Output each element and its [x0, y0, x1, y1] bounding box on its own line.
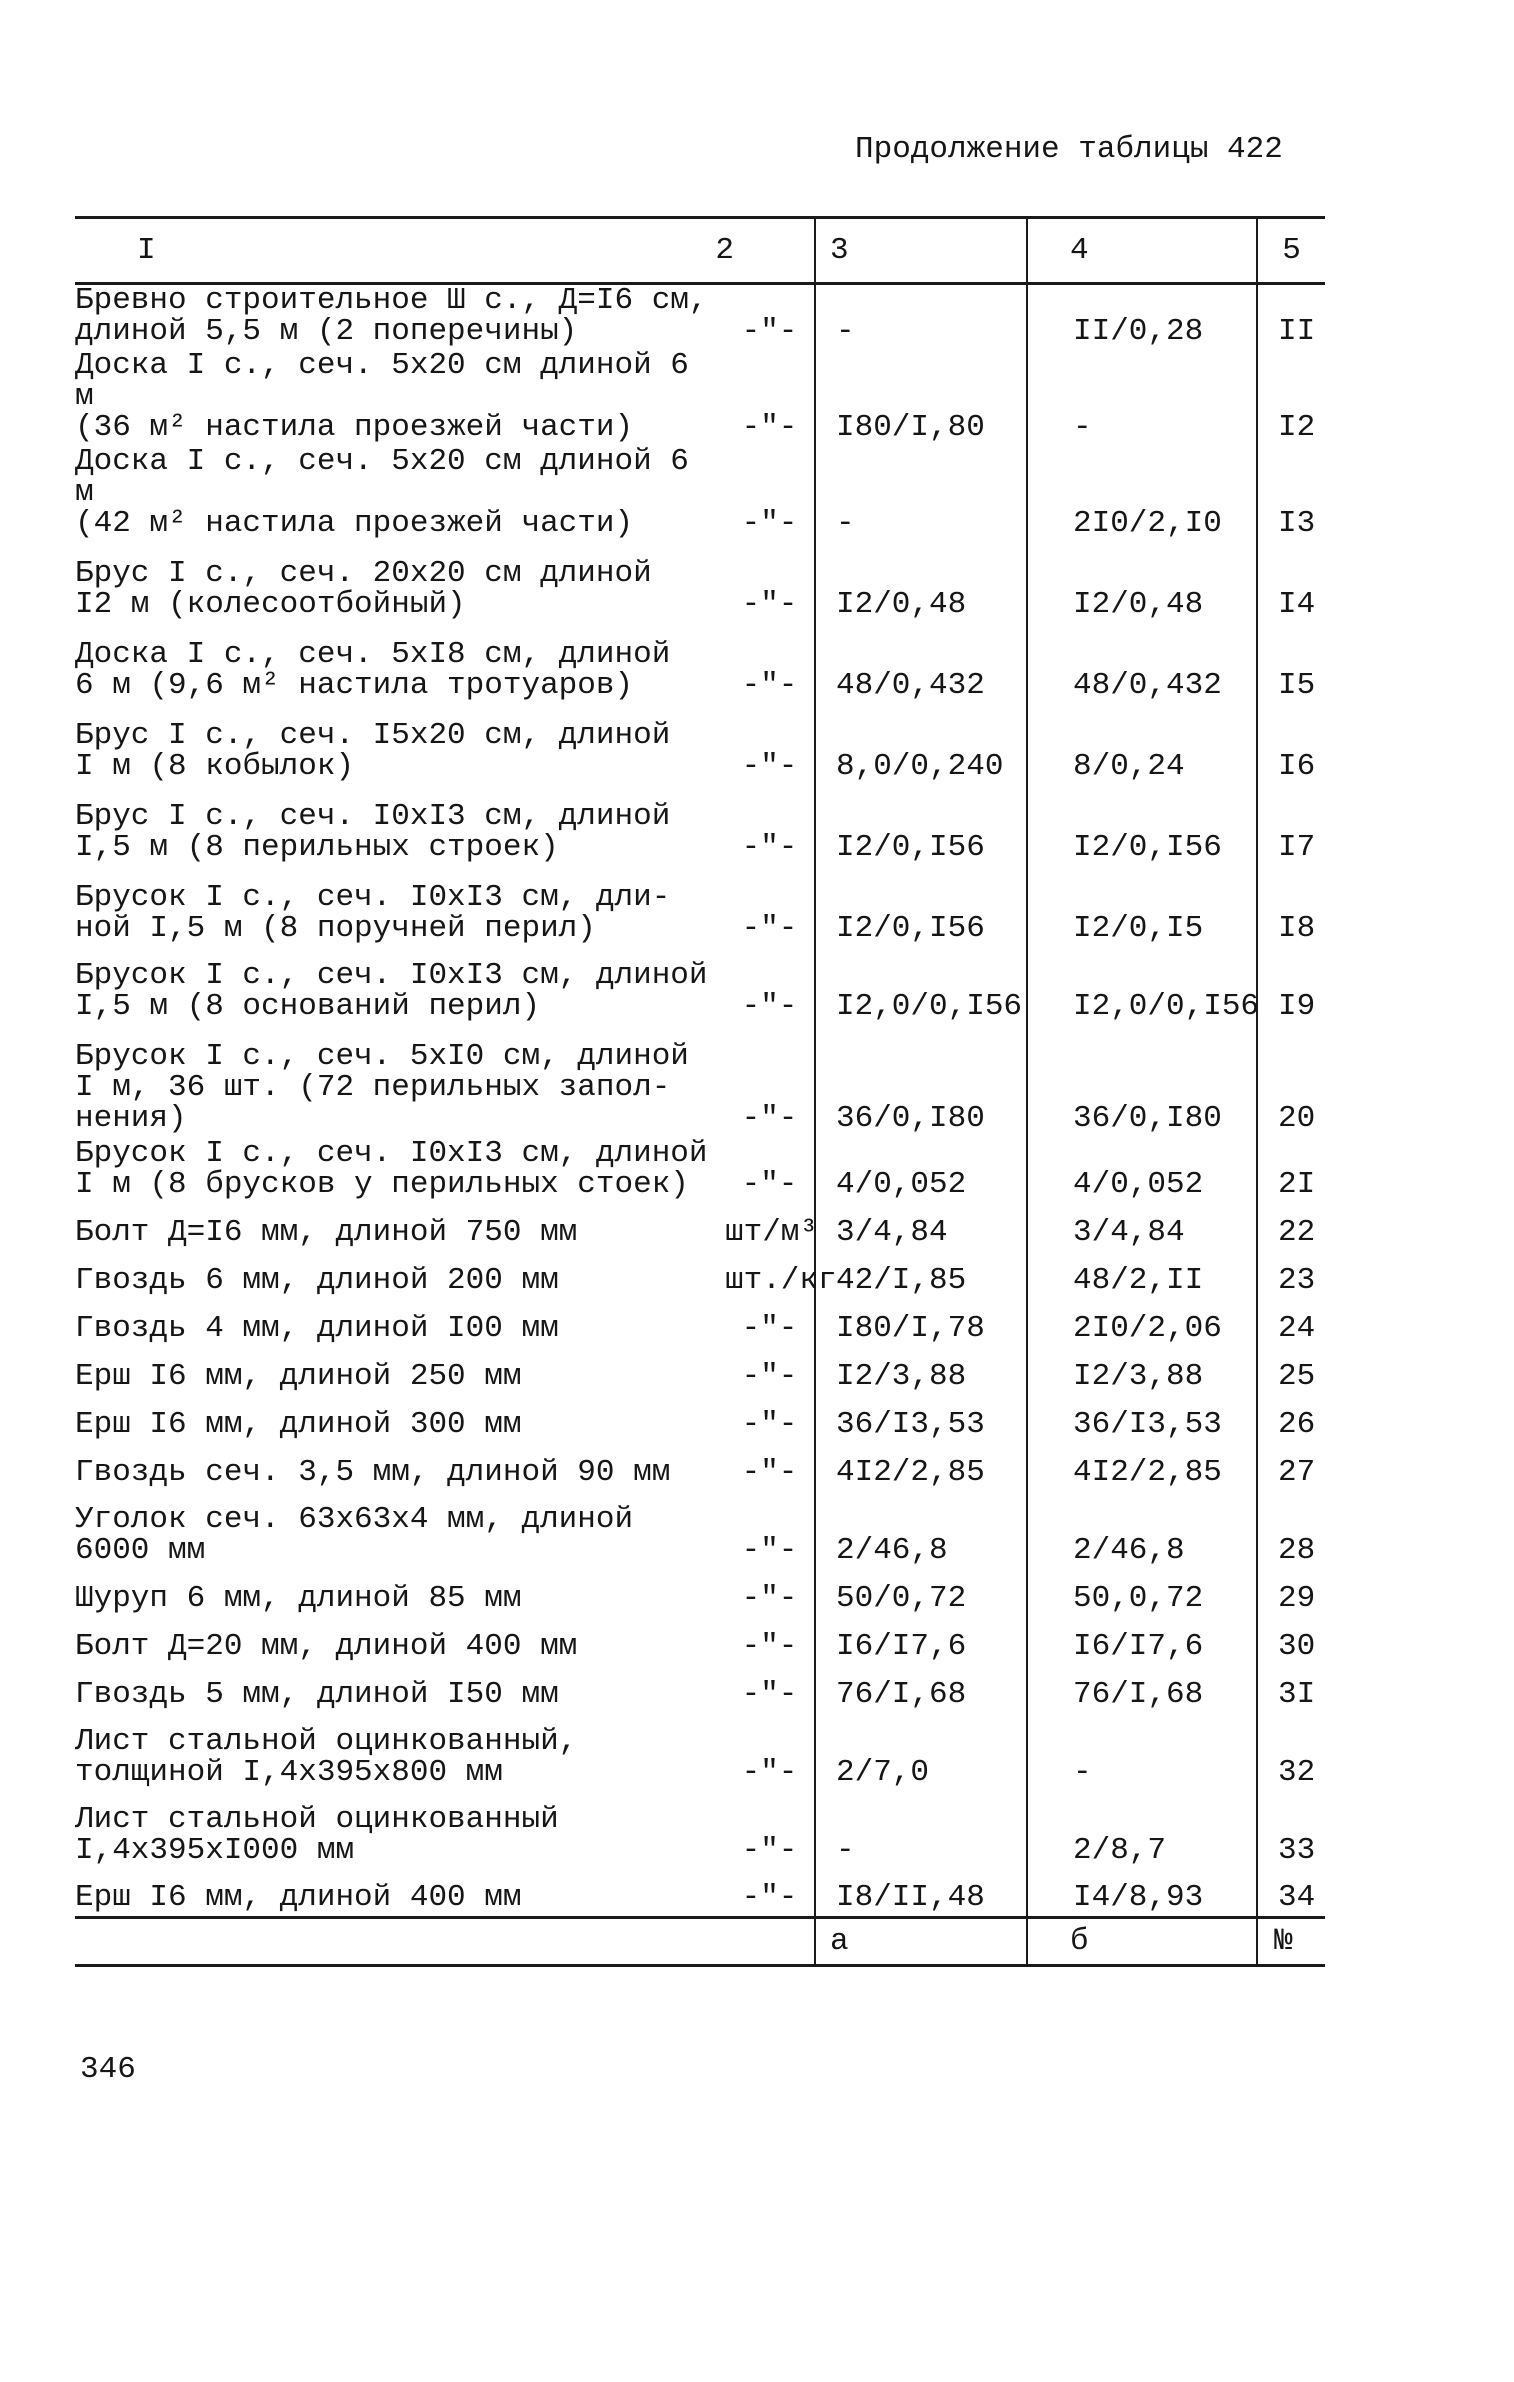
unit-cell: -"- — [741, 314, 798, 349]
unit-cell: -"- — [741, 1677, 798, 1712]
item-name-cell: Брус I с., сеч. 20х20 см длиной I2 м (колесоотбойный) — [75, 556, 652, 622]
col3-value-cell: I2,0/0,I56 — [815, 947, 1027, 1025]
col3-value-cell: 50/0,72 — [815, 1569, 1027, 1617]
header-col-2: 2 — [715, 233, 734, 268]
table-header-row — [75, 218, 1325, 284]
item-name-cell: Брус I с., сеч. I0хI3 см, длиной I,5 м (8 перильных строек) — [75, 799, 671, 865]
col3-value-cell: 36/I3,53 — [815, 1395, 1027, 1443]
header-col-3: 3 — [815, 218, 1027, 284]
item-name-cell: Болт Д=20 мм, длиной 400 мм — [75, 1629, 578, 1664]
item-name-cell: Брусок I с., сеч. I0хI3 см, длиной I,5 м (8 оснований перил) — [75, 958, 708, 1024]
col4-value-cell: 4I2/2,85 — [1027, 1443, 1257, 1491]
row-number-cell: I8 — [1257, 866, 1325, 947]
row-number-cell: 30 — [1257, 1617, 1325, 1665]
col3-value-cell: 3/4,84 — [815, 1203, 1027, 1251]
item-name-cell: Ерш I6 мм, длиной 250 мм — [75, 1359, 522, 1394]
item-name-cell: Гвоздь 4 мм, длиной I00 мм — [75, 1311, 559, 1346]
row-number-cell: I5 — [1257, 623, 1325, 704]
row-number-cell: I2 — [1257, 350, 1325, 446]
row-number-cell: I4 — [1257, 542, 1325, 623]
col4-value-cell: 2/8,7 — [1027, 1791, 1257, 1869]
table-row — [75, 446, 1325, 542]
table-row — [75, 350, 1325, 446]
unit-cell: -"- — [741, 1879, 798, 1915]
item-name-cell: Лист стальной оцинкованный, толщиной I,4х395х800 мм — [75, 1724, 578, 1790]
col3-value-cell: 2/7,0 — [815, 1713, 1027, 1791]
row-number-cell: 25 — [1257, 1347, 1325, 1395]
item-name-cell: Гвоздь 6 мм, длиной 200 мм — [75, 1263, 559, 1298]
col4-value-cell: I2/0,I5 — [1027, 866, 1257, 947]
col4-value-cell: 3/4,84 — [1027, 1203, 1257, 1251]
col4-value-cell: I2/0,I56 — [1027, 785, 1257, 866]
col4-value-cell: I2/3,88 — [1027, 1347, 1257, 1395]
col4-value-cell: - — [1027, 350, 1257, 446]
item-name-cell: Ерш I6 мм, длиной 300 мм — [75, 1407, 522, 1442]
col3-value-cell: I2/3,88 — [815, 1347, 1027, 1395]
col3-value-cell: - — [815, 284, 1027, 351]
row-number-cell: 26 — [1257, 1395, 1325, 1443]
row-number-cell: I3 — [1257, 446, 1325, 542]
row-number-cell: 33 — [1257, 1791, 1325, 1869]
row-number-cell: 20 — [1257, 1025, 1325, 1137]
table-row — [75, 623, 1325, 704]
col4-value-cell: 36/0,I80 — [1027, 1025, 1257, 1137]
item-name-cell: Доска I с., сеч. 5х20 см длиной 6 м (42 м² настила проезжей части) — [75, 444, 689, 541]
row-number-cell: 28 — [1257, 1491, 1325, 1569]
unit-cell: -"- — [741, 830, 798, 865]
unit-cell: -"- — [741, 1833, 798, 1868]
unit-cell: -"- — [741, 587, 798, 622]
unit-cell: -"- — [741, 1533, 798, 1568]
table-row — [75, 1251, 1325, 1299]
col3-value-cell: 42/I,85 — [815, 1251, 1027, 1299]
header-col-1: I — [137, 233, 156, 268]
row-number-cell: I6 — [1257, 704, 1325, 785]
col3-value-cell: 2/46,8 — [815, 1491, 1027, 1569]
row-number-cell: 23 — [1257, 1251, 1325, 1299]
col4-value-cell: 2/46,8 — [1027, 1491, 1257, 1569]
col4-value-cell: I6/I7,6 — [1027, 1617, 1257, 1665]
unit-cell: -"- — [741, 1455, 798, 1490]
col4-value-cell: 48/0,432 — [1027, 623, 1257, 704]
col3-value-cell: 8,0/0,240 — [815, 704, 1027, 785]
item-name-cell: Бревно строительное Ш с., Д=I6 см, длиной 5,5 м (2 поперечины) — [75, 283, 708, 349]
table-row — [75, 1665, 1325, 1713]
header-cell-1-2 — [75, 218, 815, 284]
table-row — [75, 1025, 1325, 1137]
row-number-cell: I9 — [1257, 947, 1325, 1025]
unit-cell: -"- — [741, 506, 798, 541]
footer-col-3: а — [815, 1917, 1027, 1965]
item-name-cell: Брусок I с., сеч. 5хI0 см, длиной I м, 36 шт. (72 перильных запол- нения) — [75, 1039, 689, 1136]
item-name-cell: Доска I с., сеч. 5х20 см длиной 6 м (36 м² настила проезжей части) — [75, 348, 689, 445]
table-row — [75, 947, 1325, 1025]
col4-value-cell: 4/0,052 — [1027, 1137, 1257, 1203]
unit-cell: шт./кг — [725, 1263, 837, 1298]
unit-cell: -"- — [741, 1167, 798, 1202]
table-row — [75, 1791, 1325, 1869]
table-row — [75, 542, 1325, 623]
col3-value-cell: 4/0,052 — [815, 1137, 1027, 1203]
unit-cell: -"- — [741, 1311, 798, 1346]
unit-cell: -"- — [741, 1581, 798, 1616]
table-row — [75, 1443, 1325, 1491]
col4-value-cell: 76/I,68 — [1027, 1665, 1257, 1713]
header-col-5: 5 — [1257, 218, 1325, 284]
footer-blank-cell — [75, 1917, 815, 1965]
table-continuation-heading: Продолжение таблицы 422 — [855, 132, 1283, 167]
table-row — [75, 1569, 1325, 1617]
table-row — [75, 284, 1325, 351]
table-row — [75, 1869, 1325, 1917]
item-name-cell: Лист стальной оцинкованный I,4х395хI000 мм — [75, 1802, 559, 1868]
col3-value-cell: 4I2/2,85 — [815, 1443, 1027, 1491]
col4-value-cell: 50,0,72 — [1027, 1569, 1257, 1617]
row-number-cell: I7 — [1257, 785, 1325, 866]
table-body — [75, 284, 1325, 1918]
col4-value-cell: II/0,28 — [1027, 284, 1257, 351]
table-row — [75, 1137, 1325, 1203]
row-number-cell: 29 — [1257, 1569, 1325, 1617]
item-name-cell: Брусок I с., сеч. I0хI3 см, длиной I м (8 брусков у перильных стоек) — [75, 1136, 708, 1202]
row-number-cell: 3I — [1257, 1665, 1325, 1713]
table-row — [75, 1491, 1325, 1569]
table-row — [75, 1395, 1325, 1443]
unit-cell: шт/м³ — [725, 1215, 819, 1250]
item-name-cell: Ерш I6 мм, длиной 400 мм — [75, 1879, 522, 1915]
unit-cell: -"- — [741, 1101, 798, 1136]
unit-cell: -"- — [741, 749, 798, 784]
col4-value-cell: 48/2,II — [1027, 1251, 1257, 1299]
row-number-cell: 24 — [1257, 1299, 1325, 1347]
footer-col-5: № — [1257, 1917, 1325, 1965]
item-name-cell: Доска I с., сеч. 5хI8 см, длиной 6 м (9,6 м² настила тротуаров) — [75, 637, 671, 703]
unit-cell: -"- — [741, 410, 798, 445]
row-number-cell: 2I — [1257, 1137, 1325, 1203]
col4-value-cell: 2I0/2,I0 — [1027, 446, 1257, 542]
col3-value-cell: 48/0,432 — [815, 623, 1027, 704]
unit-cell: -"- — [741, 1359, 798, 1394]
col3-value-cell: I80/I,80 — [815, 350, 1027, 446]
col4-value-cell: 2I0/2,06 — [1027, 1299, 1257, 1347]
col4-value-cell: I4/8,93 — [1027, 1869, 1257, 1917]
col3-value-cell: I2/0,I56 — [815, 785, 1027, 866]
table-row — [75, 785, 1325, 866]
row-number-cell: 22 — [1257, 1203, 1325, 1251]
footer-col-4: б — [1027, 1917, 1257, 1965]
table-row — [75, 1347, 1325, 1395]
header-col-4: 4 — [1027, 218, 1257, 284]
item-name-cell: Шуруп 6 мм, длиной 85 мм — [75, 1581, 522, 1616]
table-footer-row — [75, 1917, 1325, 1965]
col4-value-cell: 36/I3,53 — [1027, 1395, 1257, 1443]
page-number: 346 — [80, 2052, 136, 2087]
row-number-cell: 27 — [1257, 1443, 1325, 1491]
table-row — [75, 1203, 1325, 1251]
materials-table — [75, 216, 1325, 1967]
col3-value-cell: - — [815, 1791, 1027, 1869]
unit-cell: -"- — [741, 1755, 798, 1790]
col4-value-cell: - — [1027, 1713, 1257, 1791]
unit-cell: -"- — [741, 1407, 798, 1442]
item-name-cell: Гвоздь 5 мм, длиной I50 мм — [75, 1677, 559, 1712]
col3-value-cell: I2/0,I56 — [815, 866, 1027, 947]
unit-cell: -"- — [741, 668, 798, 703]
table-row — [75, 704, 1325, 785]
col3-value-cell: I80/I,78 — [815, 1299, 1027, 1347]
row-number-cell: II — [1257, 284, 1325, 351]
col4-value-cell: 8/0,24 — [1027, 704, 1257, 785]
item-name-cell: Брусок I с., сеч. I0хI3 см, дли- ной I,5 м (8 поручней перил) — [75, 880, 671, 946]
item-name-cell: Гвоздь сеч. 3,5 мм, длиной 90 мм — [75, 1455, 671, 1490]
table-row — [75, 1713, 1325, 1791]
unit-cell: -"- — [741, 911, 798, 946]
col3-value-cell: 76/I,68 — [815, 1665, 1027, 1713]
unit-cell: -"- — [741, 989, 798, 1024]
unit-cell: -"- — [741, 1629, 798, 1664]
row-number-cell: 34 — [1257, 1869, 1325, 1917]
table-row — [75, 1617, 1325, 1665]
item-name-cell: Уголок сеч. 63х63х4 мм, длиной 6000 мм — [75, 1502, 634, 1568]
row-number-cell: 32 — [1257, 1713, 1325, 1791]
col3-value-cell: I6/I7,6 — [815, 1617, 1027, 1665]
table-row — [75, 1299, 1325, 1347]
item-name-cell: Болт Д=I6 мм, длиной 750 мм — [75, 1215, 578, 1250]
col3-value-cell: I8/II,48 — [815, 1869, 1027, 1917]
col4-value-cell: I2/0,48 — [1027, 542, 1257, 623]
item-name-cell: Брус I с., сеч. I5х20 см, длиной I м (8 кобылок) — [75, 718, 671, 784]
col3-value-cell: I2/0,48 — [815, 542, 1027, 623]
col4-value-cell: I2,0/0,I56 — [1027, 947, 1257, 1025]
col3-value-cell: 36/0,I80 — [815, 1025, 1027, 1137]
col3-value-cell: - — [815, 446, 1027, 542]
table-row — [75, 866, 1325, 947]
